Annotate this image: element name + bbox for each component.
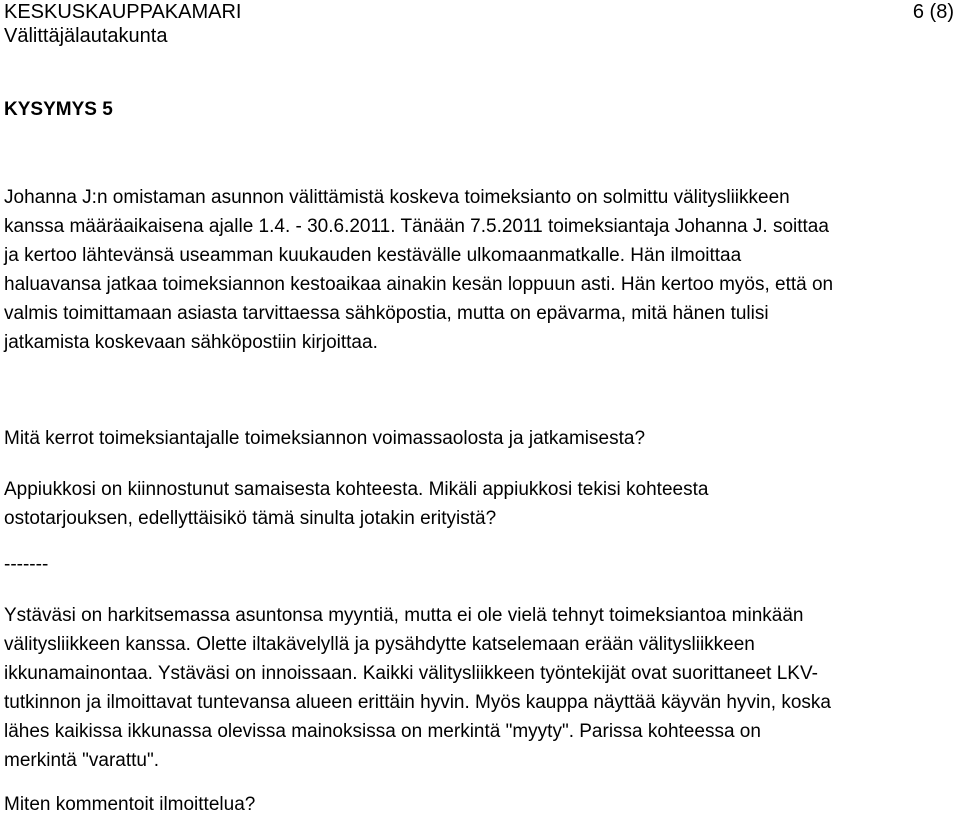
page-number: 6 (8) [912, 1, 954, 23]
text-line: välitysliikkeen kanssa. Olette iltakävelyllä ja pysähdytte katselemaan erään välitysliikkeen [4, 634, 755, 655]
text-line: jatkamista koskevaan sähköpostiin kirjoittaa. [4, 332, 378, 353]
committee-name: Välittäjälautakunta [4, 25, 168, 47]
case-paragraph [4, 183, 959, 357]
text-line: tutkinnon ja ilmoittavat tuntevansa alueen erittäin hyvin. Myös kauppa näyttää käyvän hyvin, koska [4, 692, 831, 713]
text-line: Appiukkosi on kiinnostunut samaisesta kohteesta. Mikäli appiukkosi tekisi kohteesta [4, 479, 709, 500]
text-line: Mitä kerrot toimeksiantajalle toimeksiannon voimassaolosta ja jatkamisesta? [4, 428, 646, 449]
scenario-paragraph [4, 601, 959, 775]
separator-line [4, 550, 959, 579]
question-2 [4, 475, 959, 533]
text-line: merkintä "varattu". [4, 750, 159, 771]
text-line: ostotarjouksen, edellyttäisikö tämä sinulta jotakin erityistä? [4, 508, 497, 529]
question-1 [4, 424, 959, 453]
text-line: ikkunamainontaa. Ystäväsi on innoissaan. Kaikki välitysliikkeen työntekijät ovat suorittaneet LKV- [4, 663, 818, 684]
separator-text: ------- [4, 554, 49, 575]
organization-name: KESKUSKAUPPAKAMARI [4, 1, 242, 23]
text-line: lähes kaikissa ikkunassa olevissa mainoksissa on merkintä "myyty". Parissa kohteessa on [4, 721, 761, 742]
question-3 [4, 790, 959, 819]
text-line: haluavansa jatkaa toimeksiannon kestoaikaa ainakin kesän loppuun asti. Hän kertoo myös, että on [4, 274, 834, 295]
text-line: Ystäväsi on harkitsemassa asuntonsa myyntiä, mutta ei ole vielä tehnyt toimeksiantoa minkään [4, 605, 804, 626]
text-line: valmis toimittamaan asiasta tarvittaessa sähköpostia, mutta on epävarma, mitä hänen tulisi [4, 303, 769, 324]
text-line: Johanna J:n omistaman asunnon välittämistä koskeva toimeksianto on solmittu välitysliikkeen [4, 187, 790, 208]
page-header [4, 0, 956, 48]
text-line: Miten kommentoit ilmoittelua? [4, 794, 256, 815]
question-heading: KYSYMYS 5 [4, 99, 113, 120]
text-line: kanssa määräaikaisena ajalle 1.4. - 30.6.2011. Tänään 7.5.2011 toimeksiantaja Johanna J. soittaa [4, 216, 829, 237]
text-line: ja kertoo lähtevänsä useamman kuukauden kestävälle ulkomaanmatkalle. Hän ilmoittaa [4, 245, 742, 266]
